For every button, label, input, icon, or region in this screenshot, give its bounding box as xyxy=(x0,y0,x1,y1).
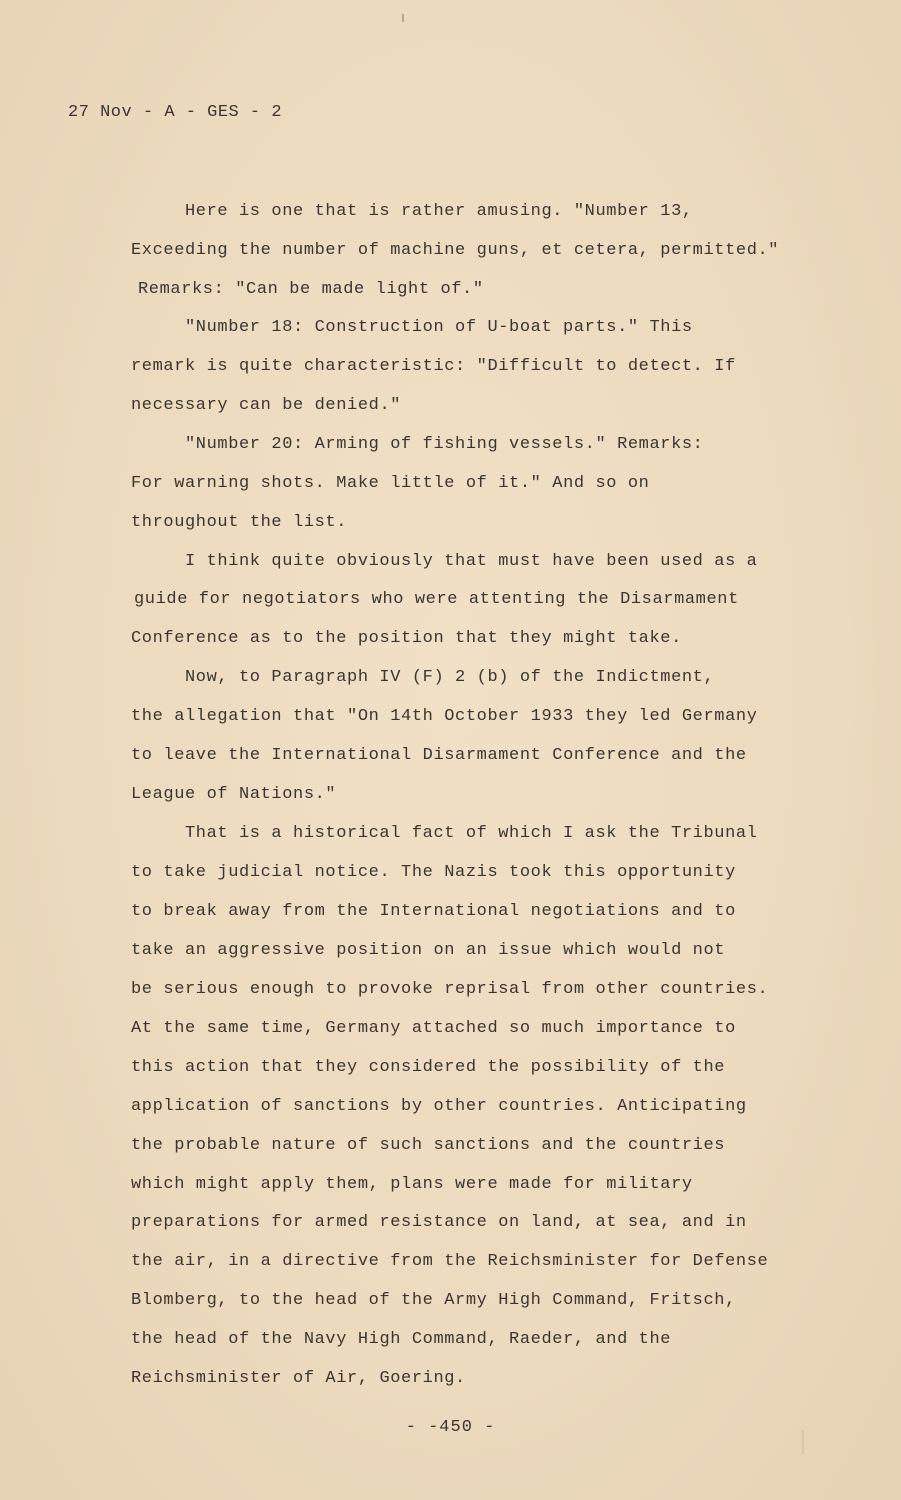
text-line: Reichsminister of Air, Goering. xyxy=(131,1369,466,1388)
text-line: to take judicial notice. The Nazis took this opportunity xyxy=(131,863,736,882)
text-line: I think quite obviously that must have been used as a xyxy=(185,552,758,571)
page-number: - -450 - xyxy=(405,1418,496,1437)
text-line: preparations for armed resistance on land, at sea, and in xyxy=(131,1213,747,1232)
paper-mark xyxy=(402,14,404,22)
text-line: to break away from the International negotiations and to xyxy=(131,902,736,921)
text-line: Blomberg, to the head of the Army High Command, Fritsch, xyxy=(131,1291,736,1310)
page-header: 27 Nov - A - GES - 2 xyxy=(68,103,283,122)
text-line: throughout the list. xyxy=(131,513,348,532)
text-line: Now, to Paragraph IV (F) 2 (b) of the Indictment, xyxy=(185,668,715,687)
text-line: Conference as to the position that they might take. xyxy=(131,629,682,648)
text-line: the head of the Navy High Command, Raeder, and the xyxy=(131,1330,672,1349)
text-line: take an aggressive position on an issue which would not xyxy=(131,941,726,960)
text-line: For warning shots. Make little of it." And so on xyxy=(131,474,650,493)
paper-mark xyxy=(802,1430,804,1454)
text-line: Here is one that is rather amusing. "Number 13, xyxy=(185,202,693,221)
text-line: Exceeding the number of machine guns, et cetera, permitted." xyxy=(131,241,780,260)
text-line: the probable nature of such sanctions and the countries xyxy=(131,1136,726,1155)
text-line: That is a historical fact of which I ask the Tribunal xyxy=(185,824,758,843)
text-line: At the same time, Germany attached so much importance to xyxy=(131,1019,736,1038)
text-line: the air, in a directive from the Reichsminister for Defense xyxy=(131,1252,769,1271)
text-line: Remarks: "Can be made light of." xyxy=(138,280,484,299)
text-line: to leave the International Disarmament Conference and the xyxy=(131,746,747,765)
text-line: necessary can be denied." xyxy=(131,396,402,415)
text-line: League of Nations." xyxy=(131,785,337,804)
text-line: guide for negotiators who were attenting the Disarmament xyxy=(134,590,739,609)
text-line: which might apply them, plans were made for military xyxy=(131,1175,693,1194)
text-line: application of sanctions by other countries. Anticipating xyxy=(131,1097,747,1116)
text-line: the allegation that "On 14th October 1933 they led Germany xyxy=(131,707,758,726)
text-line: remark is quite characteristic: "Difficult to detect. If xyxy=(131,357,736,376)
text-line: "Number 18: Construction of U-boat parts." This xyxy=(185,318,693,337)
text-line: be serious enough to provoke reprisal from other countries. xyxy=(131,980,769,999)
text-line: this action that they considered the possibility of the xyxy=(131,1058,726,1077)
text-line: "Number 20: Arming of fishing vessels." Remarks: xyxy=(185,435,704,454)
